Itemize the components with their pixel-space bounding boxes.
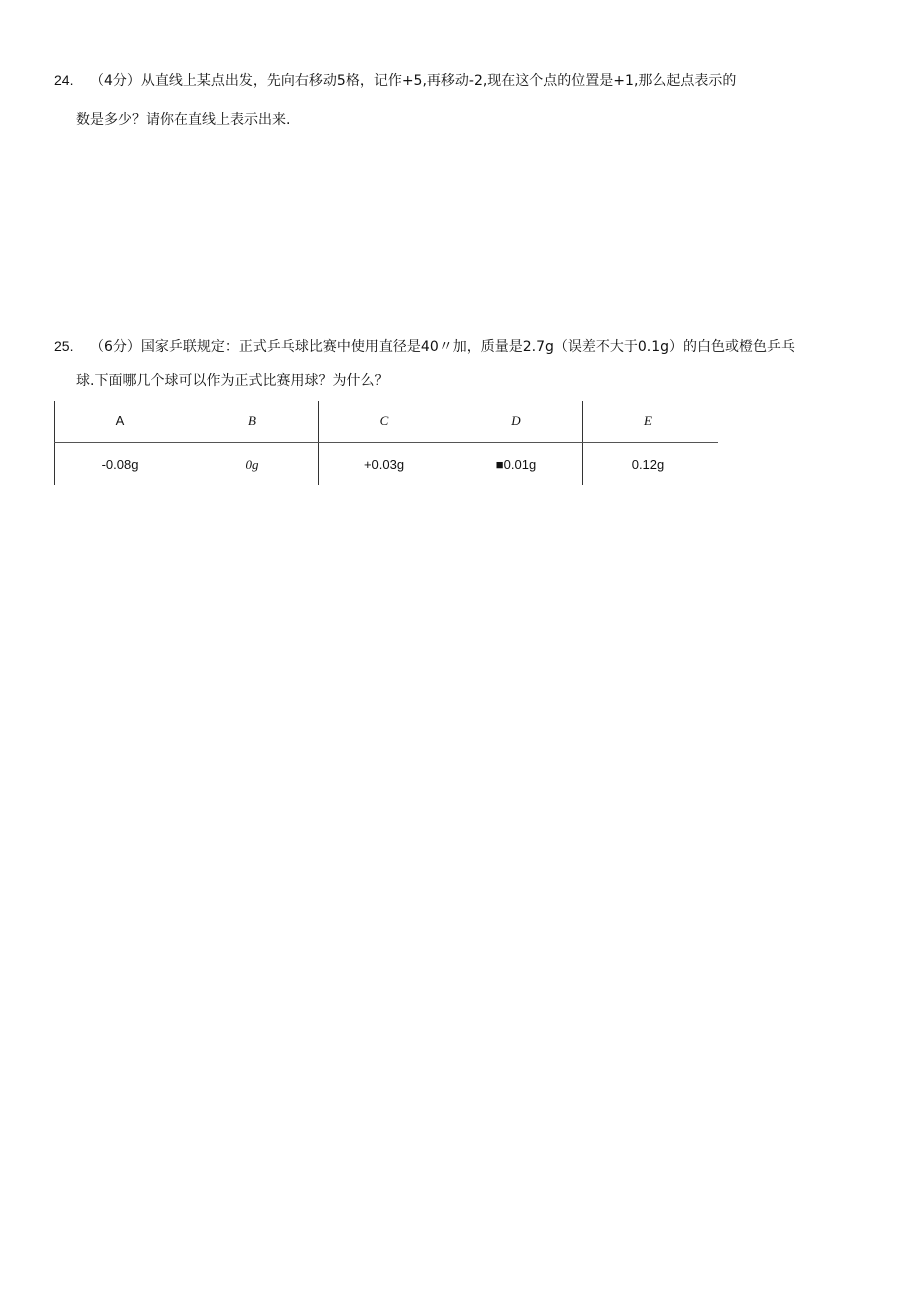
table-value-e: 0.12g bbox=[631, 457, 665, 472]
q25-line1 bbox=[54, 336, 795, 357]
q24-text-1: （4分）从直线上某点出发，先向右移动5格，记作+5,再移动-2,现在这个点的位置是+1,那么起点表示的 bbox=[90, 73, 737, 89]
table-header-b: B bbox=[248, 413, 256, 428]
table-header-c: C bbox=[379, 413, 389, 428]
q24-number: 24. bbox=[54, 72, 74, 88]
q25-line2: 球.下面哪几个球可以作为正式比赛用球？为什么？ bbox=[76, 373, 389, 389]
table-value-b: 0g bbox=[245, 457, 259, 472]
table-value-a: -0.08g bbox=[101, 457, 139, 472]
table-header-e: E bbox=[644, 413, 652, 428]
q25-number: 25. bbox=[54, 338, 74, 354]
table-value-c: +0.03g bbox=[363, 457, 405, 472]
q24-line2: 数是多少？请你在直线上表示出来. bbox=[76, 112, 291, 128]
q24-line1 bbox=[54, 70, 736, 91]
table-header-d: D bbox=[511, 413, 521, 428]
table-value-d: ■0.01g bbox=[495, 457, 537, 472]
ball-mass-table bbox=[54, 401, 718, 485]
q25-text-1: （6分）国家乒联规定：正式乒乓球比赛中使用直径是40〃加，质量是2.7g（误差不大于0.1g）的白色或橙色乒乓 bbox=[90, 339, 796, 355]
table-header-a: A bbox=[115, 413, 125, 428]
table-header-rule bbox=[54, 442, 718, 443]
